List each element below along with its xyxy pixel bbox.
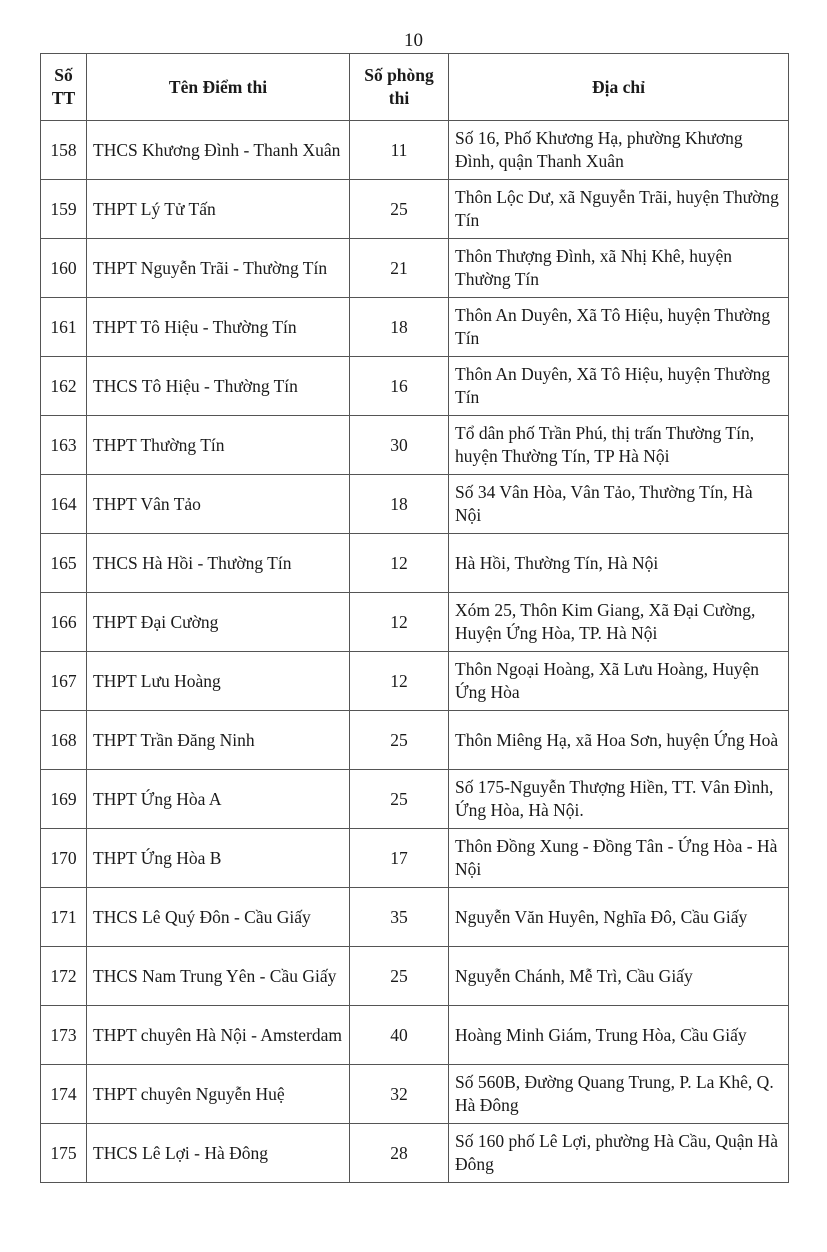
table-row [41, 534, 789, 593]
row-site-name: THCS Nam Trung Yên - Cầu Giấy [87, 947, 350, 1006]
row-room-count: 12 [350, 534, 449, 593]
row-address: Số 16, Phố Khương Hạ, phường Khương Đình, quận Thanh Xuân [449, 121, 789, 180]
row-stt: 171 [41, 888, 87, 947]
row-address: Thôn Ngoại Hoàng, Xã Lưu Hoàng, Huyện Ứng Hòa [449, 652, 789, 711]
table-row [41, 770, 789, 829]
row-stt: 168 [41, 711, 87, 770]
row-address: Thôn An Duyên, Xã Tô Hiệu, huyện Thường Tín [449, 357, 789, 416]
row-room-count: 16 [350, 357, 449, 416]
table-header-row [41, 54, 789, 121]
row-site-name: THPT Tô Hiệu - Thường Tín [87, 298, 350, 357]
row-stt: 172 [41, 947, 87, 1006]
row-stt: 173 [41, 1006, 87, 1065]
row-stt: 167 [41, 652, 87, 711]
row-stt: 170 [41, 829, 87, 888]
table-row [41, 298, 789, 357]
row-address: Xóm 25, Thôn Kim Giang, Xã Đại Cường, Huyện Ứng Hòa, TP. Hà Nội [449, 593, 789, 652]
row-room-count: 35 [350, 888, 449, 947]
row-site-name: THPT chuyên Hà Nội - Amsterdam [87, 1006, 350, 1065]
row-site-name: THCS Tô Hiệu - Thường Tín [87, 357, 350, 416]
table-row [41, 888, 789, 947]
table-row [41, 1006, 789, 1065]
row-stt: 159 [41, 180, 87, 239]
row-address: Số 160 phố Lê Lợi, phường Hà Cầu, Quận Hà Đông [449, 1124, 789, 1183]
table-body [41, 121, 789, 1183]
row-site-name: THCS Hà Hồi - Thường Tín [87, 534, 350, 593]
row-site-name: THCS Lê Quý Đôn - Cầu Giấy [87, 888, 350, 947]
header-name: Tên Điểm thi [87, 54, 350, 121]
row-site-name: THCS Khương Đình - Thanh Xuân [87, 121, 350, 180]
row-room-count: 28 [350, 1124, 449, 1183]
row-site-name: THPT Vân Tảo [87, 475, 350, 534]
row-room-count: 30 [350, 416, 449, 475]
row-address: Số 175-Nguyễn Thượng Hiền, TT. Vân Đình, Ứng Hòa, Hà Nội. [449, 770, 789, 829]
table-row [41, 239, 789, 298]
row-site-name: THPT Ứng Hòa B [87, 829, 350, 888]
row-stt: 166 [41, 593, 87, 652]
row-site-name: THPT Đại Cường [87, 593, 350, 652]
row-address: Thôn Miêng Hạ, xã Hoa Sơn, huyện Ứng Hoà [449, 711, 789, 770]
header-stt: Số TT [41, 54, 87, 121]
row-site-name: THPT Lưu Hoàng [87, 652, 350, 711]
row-room-count: 11 [350, 121, 449, 180]
row-stt: 164 [41, 475, 87, 534]
row-site-name: THCS Lê Lợi - Hà Đông [87, 1124, 350, 1183]
row-stt: 174 [41, 1065, 87, 1124]
row-room-count: 21 [350, 239, 449, 298]
table-row [41, 416, 789, 475]
row-room-count: 32 [350, 1065, 449, 1124]
table-row [41, 947, 789, 1006]
row-room-count: 25 [350, 180, 449, 239]
row-room-count: 12 [350, 652, 449, 711]
row-room-count: 25 [350, 770, 449, 829]
table-row [41, 829, 789, 888]
row-room-count: 25 [350, 947, 449, 1006]
row-room-count: 25 [350, 711, 449, 770]
row-stt: 158 [41, 121, 87, 180]
row-site-name: THPT Trần Đăng Ninh [87, 711, 350, 770]
row-site-name: THPT chuyên Nguyễn Huệ [87, 1065, 350, 1124]
header-rooms: Số phòng thi [350, 54, 449, 121]
row-address: Nguyễn Chánh, Mễ Trì, Cầu Giấy [449, 947, 789, 1006]
row-address: Thôn Lộc Dư, xã Nguyễn Trãi, huyện Thường Tín [449, 180, 789, 239]
row-stt: 165 [41, 534, 87, 593]
row-address: Hà Hồi, Thường Tín, Hà Nội [449, 534, 789, 593]
row-site-name: THPT Thường Tín [87, 416, 350, 475]
row-address: Nguyễn Văn Huyên, Nghĩa Đô, Cầu Giấy [449, 888, 789, 947]
table-row [41, 475, 789, 534]
row-room-count: 18 [350, 298, 449, 357]
row-stt: 161 [41, 298, 87, 357]
row-address: Số 34 Vân Hòa, Vân Tảo, Thường Tín, Hà Nội [449, 475, 789, 534]
row-address: Hoàng Minh Giám, Trung Hòa, Cầu Giấy [449, 1006, 789, 1065]
table-row [41, 593, 789, 652]
row-room-count: 40 [350, 1006, 449, 1065]
row-room-count: 18 [350, 475, 449, 534]
row-address: Thôn An Duyên, Xã Tô Hiệu, huyện Thường Tín [449, 298, 789, 357]
row-room-count: 17 [350, 829, 449, 888]
row-address: Thôn Đồng Xung - Đồng Tân - Ứng Hòa - Hà Nội [449, 829, 789, 888]
row-stt: 162 [41, 357, 87, 416]
table-row [41, 180, 789, 239]
row-site-name: THPT Ứng Hòa A [87, 770, 350, 829]
row-stt: 175 [41, 1124, 87, 1183]
table-row [41, 121, 789, 180]
row-address: Số 560B, Đường Quang Trung, P. La Khê, Q. Hà Đông [449, 1065, 789, 1124]
table-row [41, 1124, 789, 1183]
page-number: 10 [404, 30, 423, 51]
header-address: Địa chỉ [449, 54, 789, 121]
table-row [41, 357, 789, 416]
row-stt: 169 [41, 770, 87, 829]
exam-sites-table [40, 53, 789, 1183]
table-row [41, 711, 789, 770]
row-stt: 160 [41, 239, 87, 298]
table-row [41, 652, 789, 711]
table-row [41, 1065, 789, 1124]
row-address: Tổ dân phố Trần Phú, thị trấn Thường Tín, huyện Thường Tín, TP Hà Nội [449, 416, 789, 475]
row-room-count: 12 [350, 593, 449, 652]
row-address: Thôn Thượng Đình, xã Nhị Khê, huyện Thường Tín [449, 239, 789, 298]
row-stt: 163 [41, 416, 87, 475]
row-site-name: THPT Nguyễn Trãi - Thường Tín [87, 239, 350, 298]
row-site-name: THPT Lý Tử Tấn [87, 180, 350, 239]
